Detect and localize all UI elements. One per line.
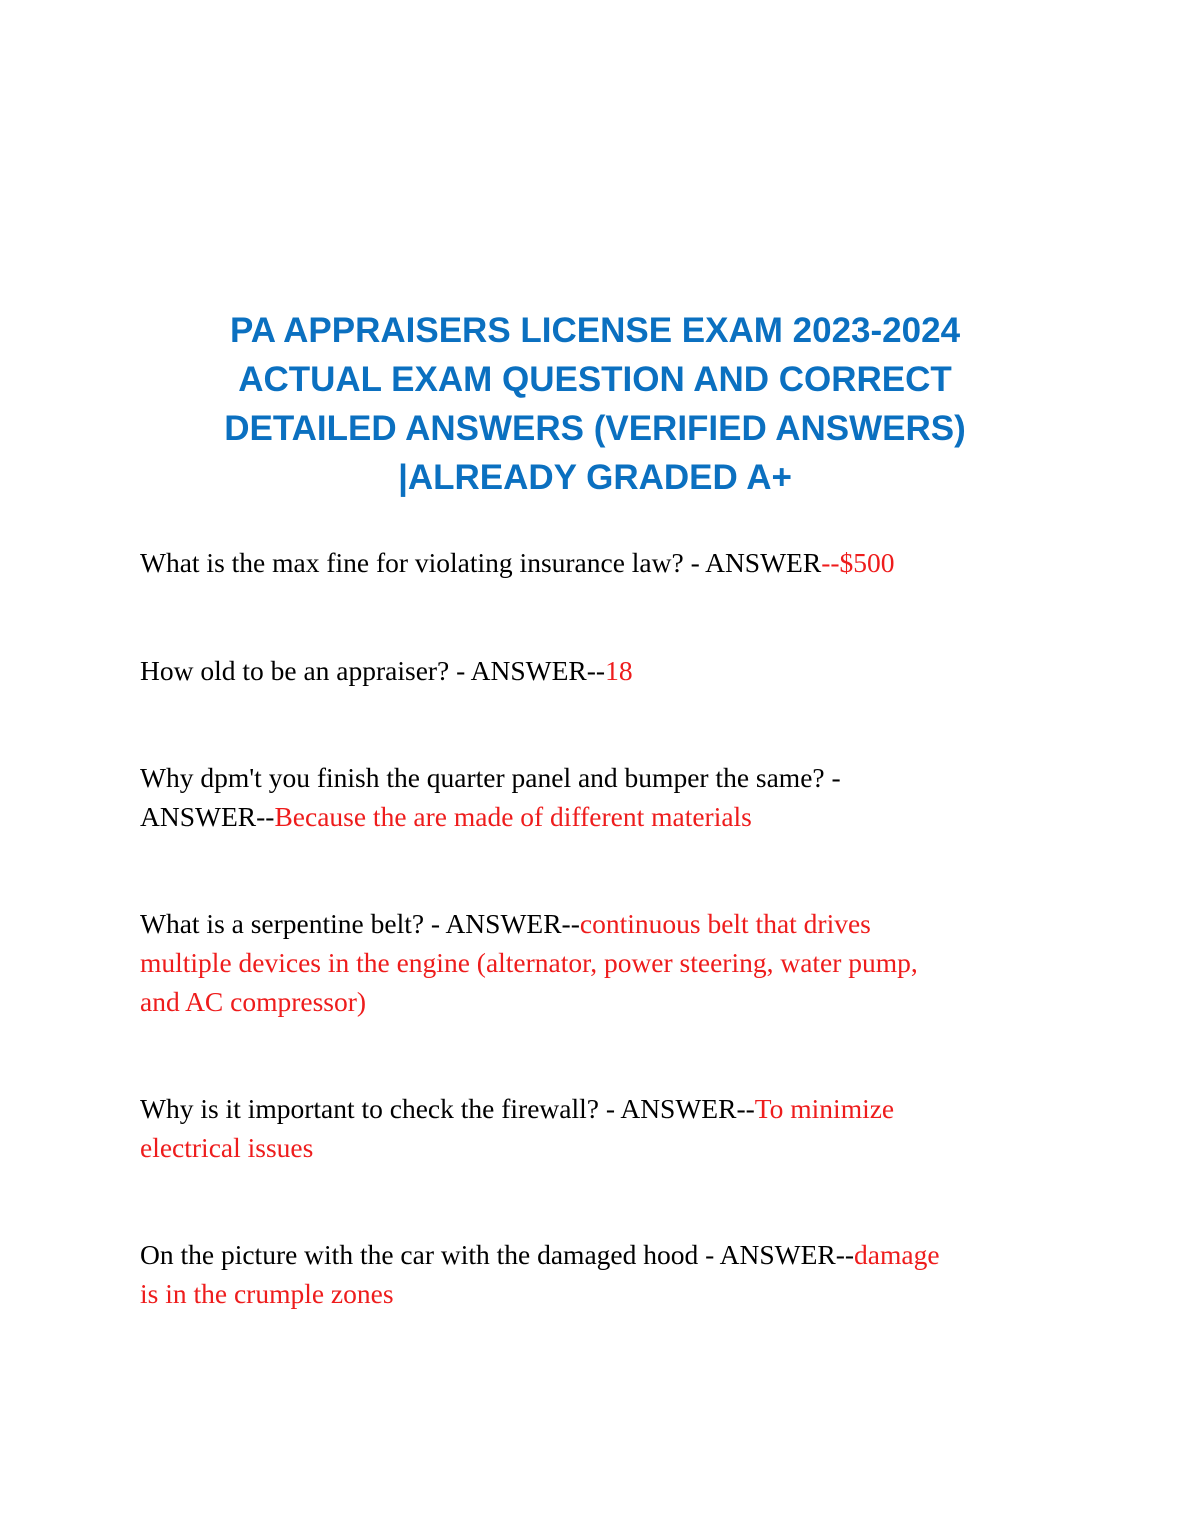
qa-item bbox=[140, 758, 1060, 836]
qa-item bbox=[140, 1235, 1060, 1313]
question-text: How old to be an appraiser? - ANSWER-- bbox=[140, 655, 606, 686]
question-text: Why dpm't you finish the quarter panel and bumper the same? - bbox=[140, 762, 841, 793]
qa-line bbox=[140, 904, 1060, 943]
qa-line bbox=[140, 651, 1060, 690]
document-title bbox=[140, 306, 1050, 502]
answer-text: is in the crumple zones bbox=[140, 1278, 394, 1309]
question-text: What is the max fine for violating insurance law? - ANSWER bbox=[140, 547, 822, 578]
title-line: PA APPRAISERS LICENSE EXAM 2023-2024 bbox=[229, 311, 961, 350]
answer-text: damage bbox=[854, 1239, 940, 1270]
qa-item bbox=[140, 904, 1060, 1021]
qa-line bbox=[140, 1235, 1060, 1274]
answer-text: multiple devices in the engine (alternator, power steering, water pump, bbox=[140, 947, 918, 978]
answer-text: and AC compressor) bbox=[140, 986, 367, 1017]
qa-item bbox=[140, 651, 1060, 690]
title-line: |ALREADY GRADED A+ bbox=[398, 458, 792, 497]
answer-text: electrical issues bbox=[140, 1132, 314, 1163]
question-text: What is a serpentine belt? - ANSWER-- bbox=[140, 908, 580, 939]
qa-line bbox=[140, 543, 1060, 582]
answer-text: 18 bbox=[605, 655, 633, 686]
answer-text: --$500 bbox=[821, 547, 895, 578]
question-text: ANSWER-- bbox=[140, 801, 275, 832]
qa-item bbox=[140, 1089, 1060, 1167]
answer-text: To minimize bbox=[754, 1093, 895, 1124]
qa-line bbox=[140, 1089, 1060, 1128]
question-text: Why is it important to check the firewall? - ANSWER-- bbox=[140, 1093, 755, 1124]
question-text: On the picture with the car with the damaged hood - ANSWER-- bbox=[140, 1239, 855, 1270]
answer-text: continuous belt that drives bbox=[579, 908, 871, 939]
qa-item bbox=[140, 543, 1060, 582]
title-line: ACTUAL EXAM QUESTION AND CORRECT bbox=[238, 360, 952, 399]
qa-line bbox=[140, 797, 1060, 836]
answer-text: Because the are made of different materials bbox=[274, 801, 752, 832]
title-line: DETAILED ANSWERS (VERIFIED ANSWERS) bbox=[224, 409, 966, 448]
